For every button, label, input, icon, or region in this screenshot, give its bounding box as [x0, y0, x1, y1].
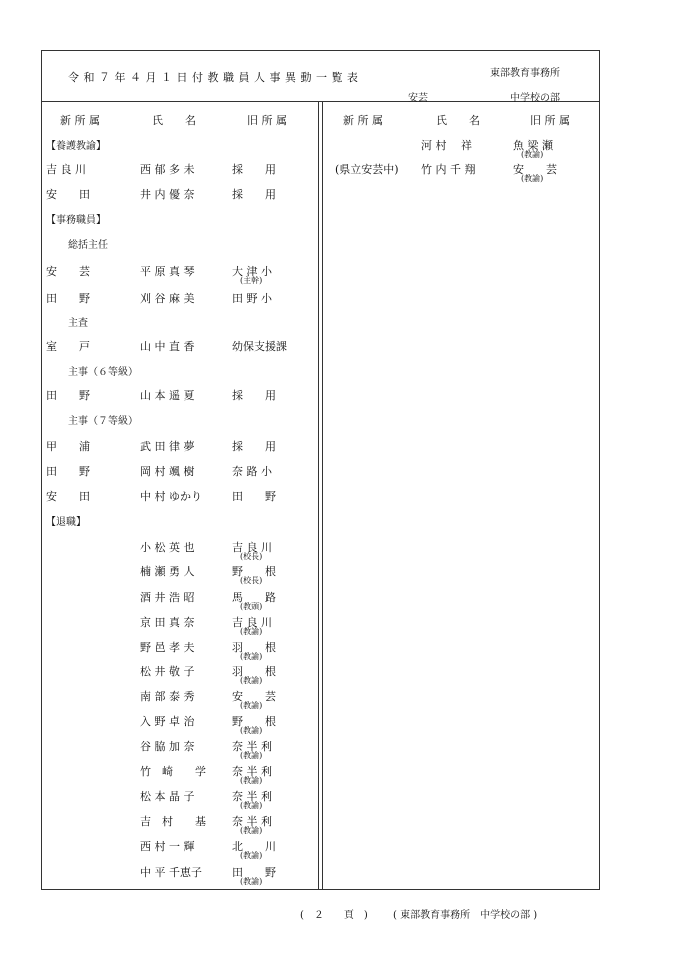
new-affiliation: 甲 浦 [46, 440, 90, 453]
section-heading: 【養護教諭】 [46, 141, 106, 152]
old-affiliation: 大 津 小 [232, 265, 272, 278]
left-header-name: 氏 名 [152, 114, 196, 127]
staff-name: 竹 内 千 翔 [421, 163, 476, 176]
staff-name: 酒 井 浩 昭 [140, 591, 195, 604]
new-affiliation: 吉 良 川 [46, 163, 86, 176]
old-affiliation: 奈 半 利 [232, 815, 272, 828]
title-note: (教頭) [240, 602, 263, 611]
staff-name: 岡 村 颯 樹 [140, 465, 195, 478]
new-affiliation: 安 芸 [46, 265, 90, 278]
old-affiliation: 北 川 [232, 840, 276, 853]
old-affiliation: 採 用 [232, 440, 276, 453]
staff-name: 武 田 律 夢 [140, 440, 195, 453]
staff-name: 刈 谷 麻 美 [140, 292, 195, 305]
title-note: (教諭) [240, 801, 263, 810]
office-name: 東部教育事務所 [490, 68, 560, 79]
column-divider-left [318, 101, 319, 890]
staff-name: 井 内 優 奈 [140, 188, 195, 201]
old-affiliation: 採 用 [232, 389, 276, 402]
title-note: (校長) [240, 552, 263, 561]
staff-name: 竹 崎 学 [140, 765, 206, 778]
new-affiliation: 田 野 [46, 292, 90, 305]
position-heading: 総括主任 [68, 240, 108, 251]
title-note: (教諭) [240, 701, 263, 710]
title-note: (教諭) [240, 877, 263, 886]
old-affiliation: 田 野 [232, 490, 276, 503]
title-note: (教諭) [240, 676, 263, 685]
new-affiliation: 安 田 [46, 188, 90, 201]
right-header-old: 旧 所 属 [530, 114, 570, 127]
old-affiliation: 田 野 [232, 866, 276, 879]
new-affiliation: 田 野 [46, 465, 90, 478]
left-header-new: 新 所 属 [60, 114, 100, 127]
position-heading: 主事（６等級） [68, 367, 138, 378]
section-heading: 【事務職員】 [46, 215, 106, 226]
title-note: (教諭) [240, 726, 263, 735]
old-affiliation: 奈 路 小 [232, 465, 272, 478]
old-affiliation: 羽 根 [232, 665, 276, 678]
staff-name: 吉 村 基 [140, 815, 206, 828]
staff-name: 山 本 遥 夏 [140, 389, 195, 402]
staff-name: 谷 脇 加 奈 [140, 740, 195, 753]
staff-name: 京 田 真 奈 [140, 616, 195, 629]
old-affiliation: 馬 路 [232, 591, 276, 604]
staff-name: 山 中 直 香 [140, 340, 195, 353]
title-note: (教諭) [240, 751, 263, 760]
staff-name: 河 村 祥 [421, 139, 472, 152]
old-affiliation: 奈 半 利 [232, 765, 272, 778]
right-header-name: 氏 名 [436, 114, 480, 127]
new-affiliation: 安 田 [46, 490, 90, 503]
old-affiliation: 奈 半 利 [232, 790, 272, 803]
title-note: (教諭) [240, 627, 263, 636]
staff-name: 野 邑 孝 夫 [140, 641, 195, 654]
staff-name: 西 郁 多 未 [140, 163, 195, 176]
title-note: (教諭) [240, 652, 263, 661]
title-note: (教諭) [240, 826, 263, 835]
position-heading: 主事（７等級） [68, 416, 138, 427]
old-affiliation: 野 根 [232, 715, 276, 728]
left-header-old: 旧 所 属 [247, 114, 287, 127]
old-affiliation: 安 芸 [513, 163, 557, 176]
staff-name: 入 野 卓 治 [140, 715, 195, 728]
staff-name: 中 平 千恵子 [140, 866, 202, 879]
staff-name: 松 本 晶 子 [140, 790, 195, 803]
new-affiliation: 田 野 [46, 389, 90, 402]
right-header-new: 新 所 属 [343, 114, 383, 127]
title-note: (教諭) [521, 150, 544, 159]
old-affiliation: 採 用 [232, 163, 276, 176]
staff-name: 平 原 真 琴 [140, 265, 195, 278]
title-note: (主幹) [240, 276, 263, 285]
staff-name: 松 井 敬 子 [140, 665, 195, 678]
column-divider-right [322, 101, 323, 890]
staff-name: 南 部 泰 秀 [140, 690, 195, 703]
old-affiliation: 魚 梁 瀬 [513, 139, 553, 152]
footer-page: ( ２ 頁 ) [300, 910, 368, 921]
staff-name: 楠 瀬 勇 人 [140, 565, 195, 578]
old-affiliation: 羽 根 [232, 641, 276, 654]
old-affiliation: 奈 半 利 [232, 740, 272, 753]
document-title: 令 和 ７ 年 ４ 月 １ 日 付 教 職 員 人 事 異 動 一 覧 表 [68, 71, 359, 84]
old-affiliation: 安 芸 [232, 690, 276, 703]
old-affiliation: 幼保支援課 [232, 340, 287, 353]
position-heading: 主査 [68, 318, 88, 329]
title-note: (教諭) [240, 851, 263, 860]
old-affiliation: 採 用 [232, 188, 276, 201]
title-note: (校長) [240, 576, 263, 585]
title-note: (教諭) [240, 776, 263, 785]
old-affiliation: 吉 良 川 [232, 541, 272, 554]
new-affiliation: (県立安芸中) [335, 163, 399, 176]
staff-name: 中 村 ゆかり [140, 490, 202, 503]
section-heading: 【退職】 [46, 517, 86, 528]
old-affiliation: 田 野 小 [232, 292, 272, 305]
title-note: (教諭) [521, 174, 544, 183]
division-name: 中学校の部 [510, 93, 560, 104]
old-affiliation: 吉 良 川 [232, 616, 272, 629]
staff-name: 小 松 英 也 [140, 541, 195, 554]
footer-label: ( 東部教育事務所 中学校の部 ) [393, 910, 538, 921]
new-affiliation: 室 戸 [46, 340, 90, 353]
staff-name: 西 村 一 輝 [140, 840, 195, 853]
region-name: 安芸 [408, 93, 428, 104]
old-affiliation: 野 根 [232, 565, 276, 578]
